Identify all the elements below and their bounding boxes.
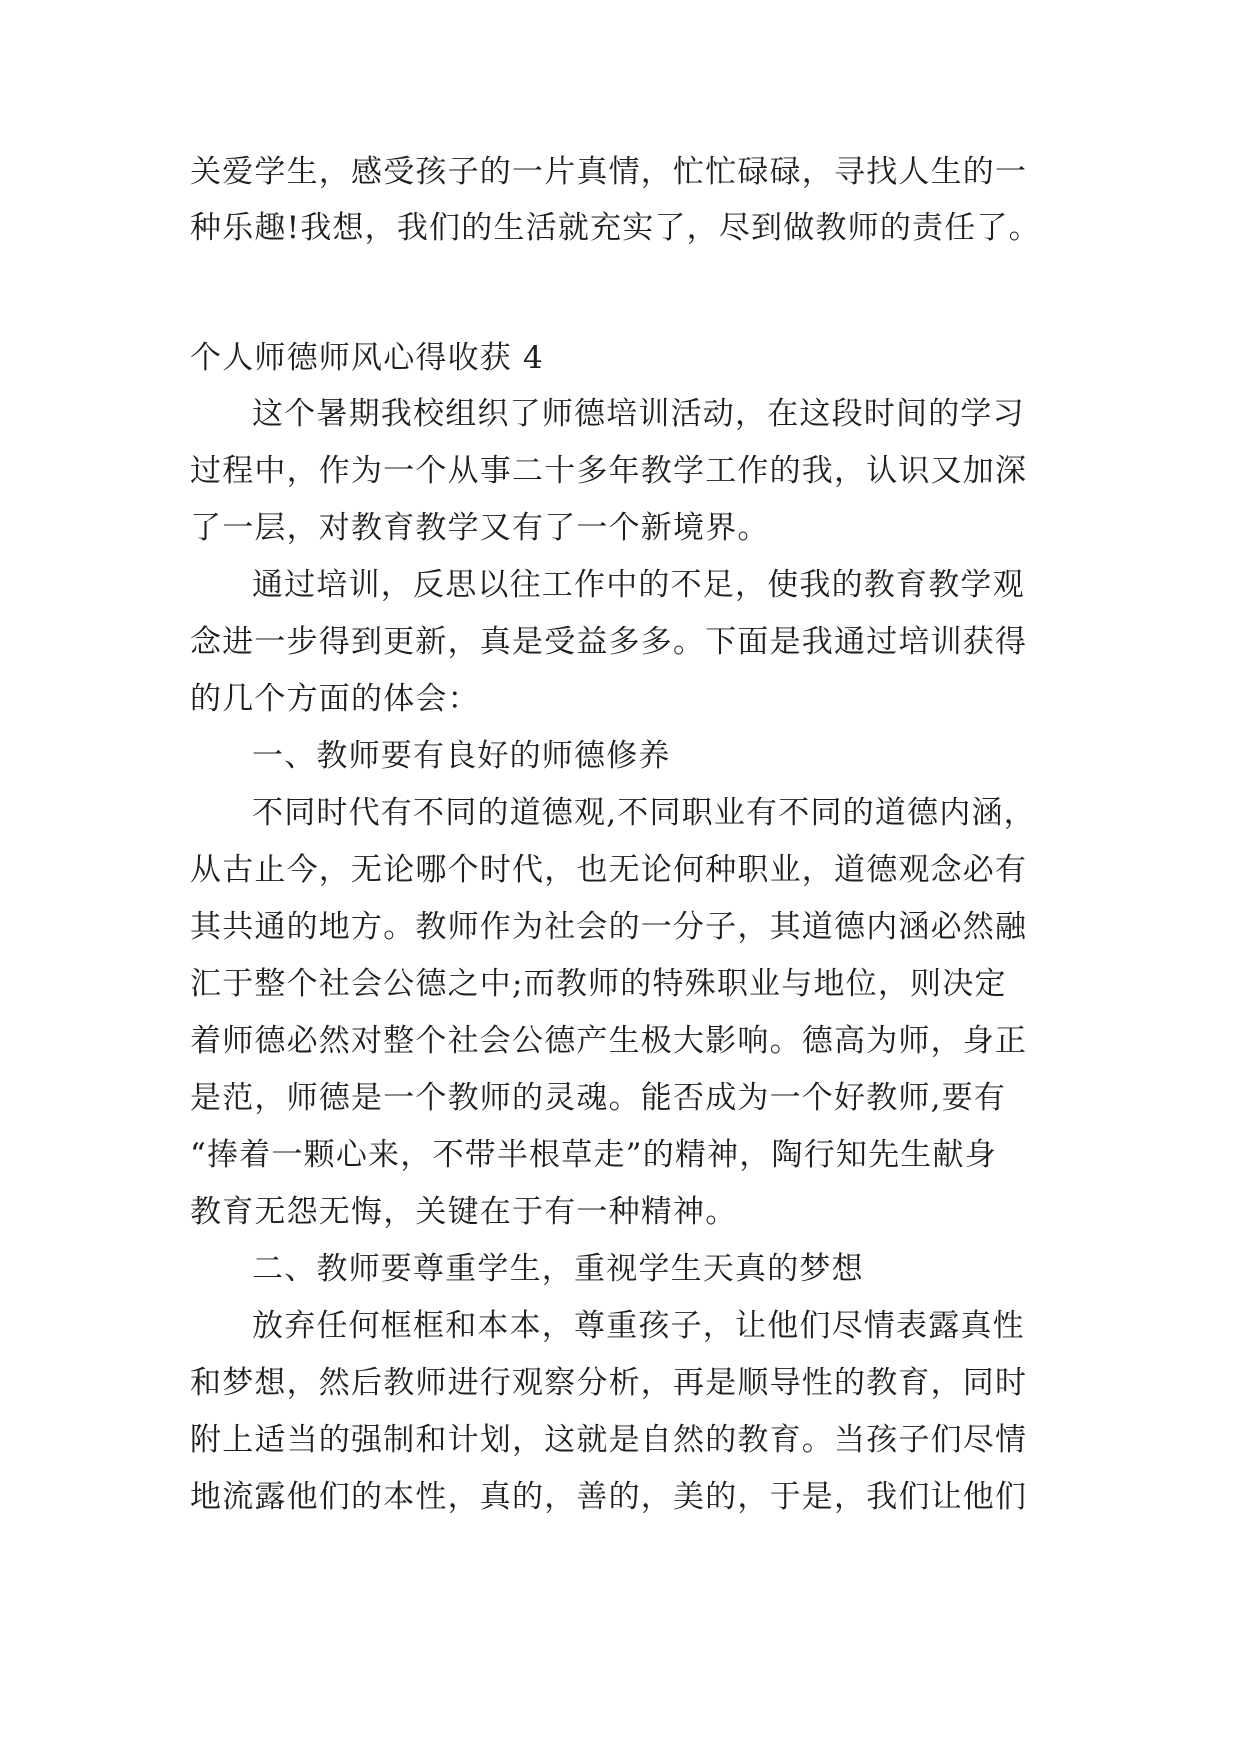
para4-line-1: 放弃任何框框和本本，尊重孩子，让他们尽情表露真性 <box>252 1308 1025 1344</box>
para3-line-1: 不同时代有不同的道德观,不同职业有不同的道德内涵， <box>252 795 1036 831</box>
section-title: 个人师德师风心得收获 4 <box>190 340 544 376</box>
para2-line-1: 通过培训，反思以往工作中的不足，使我的教育教学观 <box>252 567 1025 603</box>
para3-line-8: 教育无怨无悔，关键在于有一种精神。 <box>190 1194 738 1230</box>
para2-line-2: 念进一步得到更新，真是受益多多。下面是我通过培训获得 <box>190 624 1028 660</box>
para4-line-3: 附上适当的强制和计划，这就是自然的教育。当孩子们尽情 <box>190 1422 1028 1458</box>
para3-line-6: 是范，师德是一个教师的灵魂。能否成为一个好教师,要有 <box>190 1080 1007 1116</box>
heading-1: 一、教师要有良好的师德修养 <box>252 738 671 774</box>
para4-line-4: 地流露他们的本性，真的，善的，美的，于是，我们让他们 <box>190 1479 1028 1515</box>
para2-line-3: 的几个方面的体会： <box>190 681 480 717</box>
para3-line-4: 汇于整个社会公德之中;而教师的特殊职业与地位，则决定 <box>190 966 1007 1002</box>
para3-line-7: “捧着一颗心来，不带半根草走”的精神，陶行知先生献身 <box>190 1137 997 1173</box>
heading-2: 二、教师要尊重学生，重视学生天真的梦想 <box>252 1251 864 1287</box>
para4-line-2: 和梦想，然后教师进行观察分析，再是顺导性的教育，同时 <box>190 1365 1028 1401</box>
para3-line-2: 从古止今，无论哪个时代，也无论何种职业，道德观念必有 <box>190 852 1028 888</box>
intro-line-1: 关爱学生，感受孩子的一片真情，忙忙碌碌，寻找人生的一 <box>190 154 1028 190</box>
para3-line-3: 其共通的地方。教师作为社会的一分子，其道德内涵必然融 <box>190 909 1028 945</box>
para1-line-3: 了一层，对教育教学又有了一个新境界。 <box>190 510 770 546</box>
intro-line-2: 种乐趣!我想，我们的生活就充实了，尽到做教师的责任了。 <box>190 210 1041 246</box>
para1-line-2: 过程中，作为一个从事二十多年教学工作的我，认识又加深 <box>190 453 1028 489</box>
para1-line-1: 这个暑期我校组织了师德培训活动，在这段时间的学习 <box>252 396 1025 432</box>
para3-line-5: 着师德必然对整个社会公德产生极大影响。德高为师，身正 <box>190 1023 1028 1059</box>
